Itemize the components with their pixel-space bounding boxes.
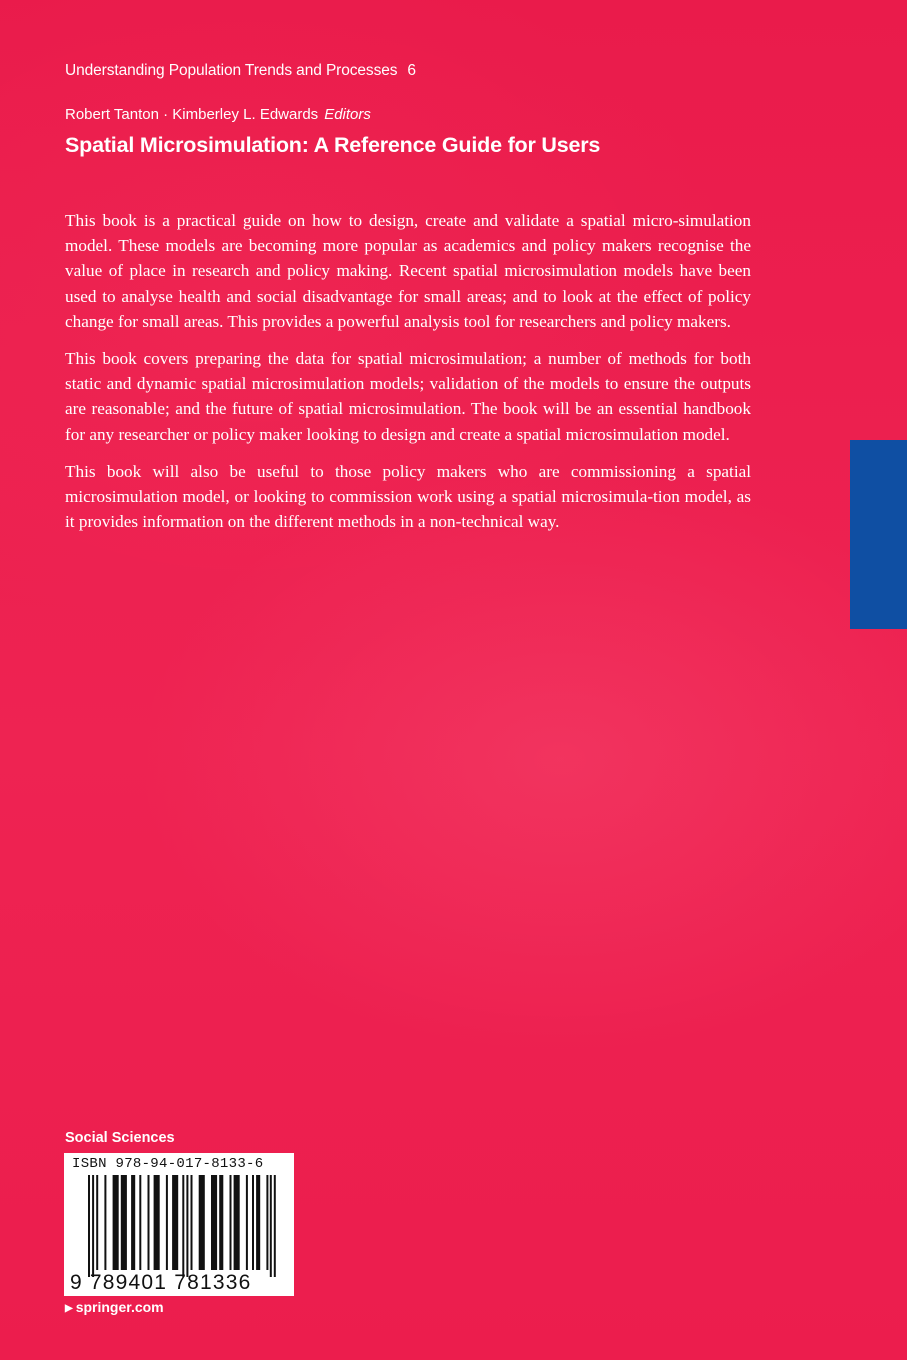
- barcode-guard-bar: [92, 1175, 94, 1277]
- book-title: Spatial Microsimulation: A Reference Guide for Users: [65, 133, 601, 157]
- barcode-guard-bar: [274, 1175, 276, 1277]
- barcode-bar: [96, 1175, 98, 1270]
- barcode-guard-bar: [186, 1175, 188, 1277]
- spine-color-tab: [850, 440, 907, 629]
- barcode-bar: [172, 1175, 178, 1270]
- barcode-bar: [211, 1175, 217, 1270]
- barcode-guard-bar: [182, 1175, 184, 1277]
- blurb-paragraph: This book will also be useful to those policy makers who are commissioning a spatial microsimulation model, or looking to commission work using a spatial microsimula-tion model, as it provides information on the different methods in a non-technical way.: [65, 461, 751, 532]
- barcode-bar: [148, 1175, 150, 1270]
- barcode-bar: [113, 1175, 119, 1270]
- blurb-paragraph: This book covers preparing the data for spatial microsimulation; a number of methods for both static and dynamic spatial microsimulation models; validation of the models to ensure the outputs are reasonable; and the future of spatial microsimulation. The book will be an essential handbook for any researcher or policy maker looking to design and create a spatial microsimulation model.: [65, 349, 751, 444]
- barcode-bar: [191, 1175, 193, 1270]
- barcode-bar: [234, 1175, 240, 1270]
- barcode-bar: [219, 1175, 223, 1270]
- editor-names: Robert Tanton · Kimberley L. Edwards: [65, 106, 319, 123]
- barcode-bar: [256, 1175, 260, 1270]
- barcode-bar: [121, 1175, 127, 1270]
- barcode-bar: [166, 1175, 168, 1270]
- series-number: 6: [407, 62, 416, 79]
- barcode-bar: [246, 1175, 248, 1270]
- isbn-label: ISBN 978-94-017-8133-6: [72, 1156, 264, 1172]
- editors-line: [65, 106, 371, 123]
- barcode-bar: [131, 1175, 135, 1270]
- editors-role: Editors: [324, 106, 371, 123]
- blurb-text: [65, 208, 751, 546]
- barcode-bar: [104, 1175, 106, 1270]
- publisher-url: springer.com: [75, 1299, 164, 1315]
- series-name: Understanding Population Trends and Processes: [65, 62, 398, 79]
- barcode-bar: [199, 1175, 205, 1270]
- subject-category: Social Sciences: [65, 1130, 175, 1146]
- series-line: [65, 62, 416, 80]
- blurb-paragraph: This book is a practical guide on how to design, create and validate a spatial micro-simulation model. These models are becoming more popular as academics and policy makers recognise the value of place in research and policy making. Recent spatial microsimulation models have been used to analyse health and social disadvantage for small areas; and to look at the effect of policy change for small areas. This provides a powerful analysis tool for researchers and policy makers.: [65, 211, 751, 331]
- triangle-arrow-icon: ▶: [65, 1303, 73, 1314]
- barcode-bar: [230, 1175, 232, 1270]
- barcode-bar: [139, 1175, 141, 1270]
- barcode-bar: [266, 1175, 268, 1270]
- barcode-guard-bar: [270, 1175, 272, 1277]
- publisher-link[interactable]: [65, 1299, 164, 1315]
- isbn-barcode: [64, 1153, 294, 1296]
- barcode-digits: 9 789401 781336: [70, 1271, 252, 1294]
- barcode-guard-bar: [88, 1175, 90, 1277]
- barcode-bar: [252, 1175, 254, 1270]
- barcode-bar: [154, 1175, 160, 1270]
